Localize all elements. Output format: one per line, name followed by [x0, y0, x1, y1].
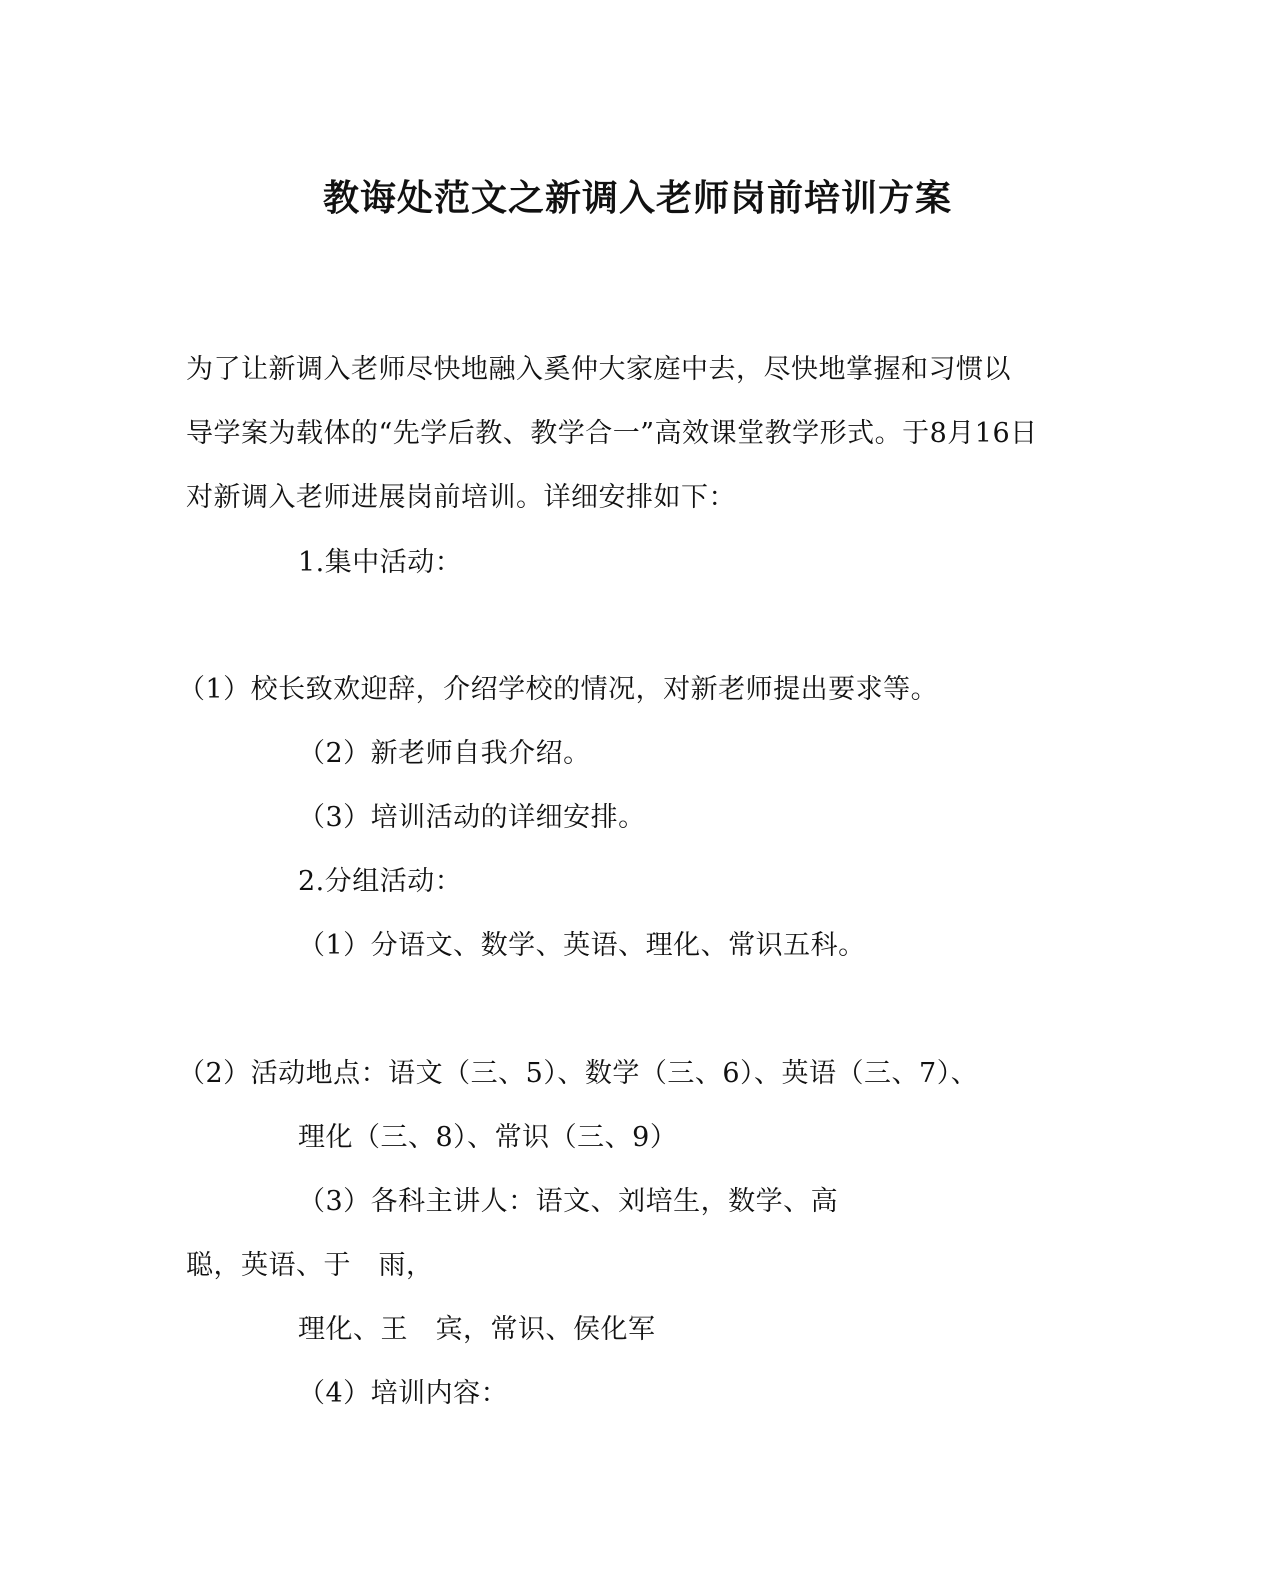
list-item-2-4: （4）培训内容： [298, 1378, 509, 1409]
document-title: 教诲处范文之新调入老师岗前培训方案 [322, 178, 952, 219]
list-item-2-3-cont-1: 聪，英语、于 雨， [186, 1250, 434, 1281]
list-item-1-2: （2）新老师自我介绍。 [298, 738, 591, 769]
section-heading-2: 2.分组活动： [298, 866, 463, 897]
list-item-2-2: （2）活动地点：语文（三、5）、数学（三、6）、英语（三、7）、 [178, 1058, 979, 1089]
list-item-1-3: （3）培训活动的详细安排。 [298, 802, 646, 833]
paragraph-line-2: 导学案为载体的“先学后教、教学合一”高效课堂教学形式。于8月16日 [186, 418, 1038, 449]
paragraph-line-1: 为了让新调入老师尽快地融入奚仲大家庭中去，尽快地掌握和习惯以 [186, 354, 1011, 385]
list-item-2-2-cont: 理化（三、8）、常识（三、9） [298, 1122, 678, 1153]
list-item-2-3: （3）各科主讲人：语文、刘培生，数学、高 [298, 1186, 839, 1217]
list-item-2-1: （1）分语文、数学、英语、理化、常识五科。 [298, 930, 866, 961]
list-item-1-1: （1）校长致欢迎辞，介绍学校的情况，对新老师提出要求等。 [178, 674, 939, 705]
paragraph-line-3: 对新调入老师进展岗前培训。详细安排如下： [186, 482, 736, 513]
list-item-2-3-cont-2: 理化、王 宾，常识、侯化军 [298, 1314, 656, 1345]
section-heading-1: 1.集中活动： [298, 547, 463, 578]
